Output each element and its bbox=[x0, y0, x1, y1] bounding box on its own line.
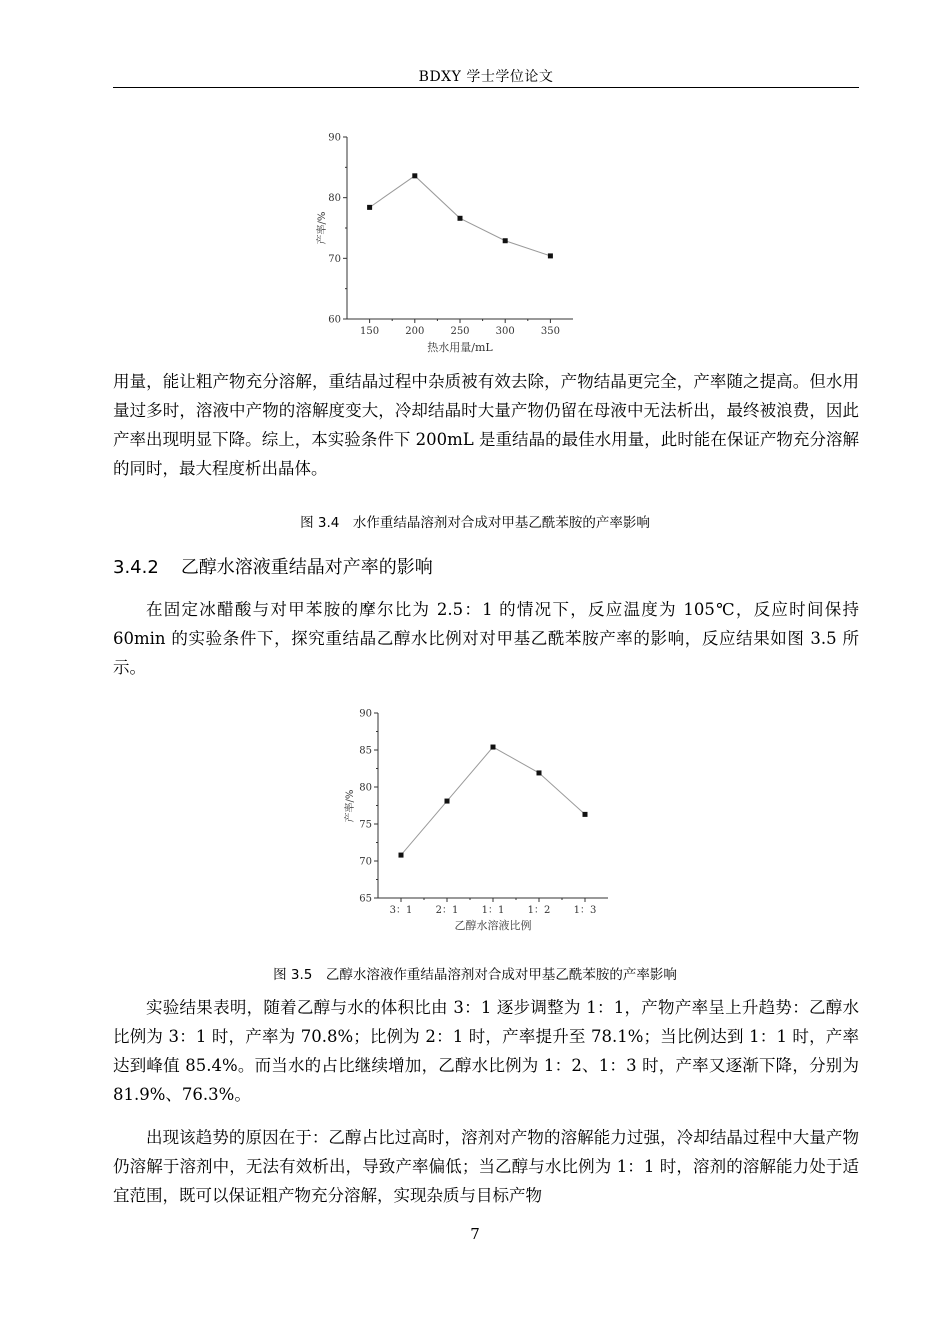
fig35-ytick-label: 85 bbox=[359, 745, 372, 757]
fig35-xlabel: 乙醇水溶液比例 bbox=[454, 919, 532, 932]
figure-3-4-chart bbox=[0, 0, 950, 360]
fig35-xtick-label: 1：2 bbox=[527, 905, 551, 916]
fig35-ytick-label: 90 bbox=[359, 708, 372, 720]
fig35-data-point bbox=[445, 799, 450, 804]
fig35-xtick-label: 1：1 bbox=[481, 905, 505, 916]
fig34-data-point bbox=[412, 173, 417, 178]
fig35-ylabel: 产率/% bbox=[345, 789, 356, 823]
fig35-series-line bbox=[401, 747, 585, 855]
fig34-ytick-label: 70 bbox=[328, 253, 341, 265]
paragraph-results: 实验结果表明，随着乙醇与水的体积比由 3：1 逐步调整为 1：1，产物产率呈上升趋势：乙醇水比例为 3：1 时，产率为 70.8%；比例为 2：1 时，产率提升至 78.1%；当比例达到 1：1 时，产率达到峰值 85.4%。而当水的占比继续增加，乙醇水比例为 1：2、1：3 时，产率又逐渐下降，分别为 81.9%、76.3%。 bbox=[113, 998, 859, 1104]
fig34-xlabel: 热水用量/mL bbox=[427, 341, 493, 354]
fig35-xtick-label: 2：1 bbox=[435, 905, 459, 916]
fig34-ytick-label: 60 bbox=[328, 314, 341, 326]
fig34-ylabel: 产率/% bbox=[317, 211, 328, 245]
fig35-data-point bbox=[537, 770, 542, 775]
running-header: BDXY 学士学位论文 bbox=[418, 69, 554, 85]
fig34-data-point bbox=[367, 205, 372, 210]
fig34-ytick-label: 90 bbox=[328, 132, 341, 144]
fig34-xtick-label: 150 bbox=[360, 326, 380, 337]
fig35-ytick-label: 65 bbox=[359, 893, 372, 905]
fig34-data-point bbox=[548, 253, 553, 258]
fig34-xtick-label: 250 bbox=[450, 326, 470, 337]
fig34-xtick-label: 300 bbox=[495, 326, 515, 337]
paragraph-ethanol-conditions: 在固定冰醋酸与对甲苯胺的摩尔比为 2.5：1 的情况下，反应温度为 105℃，反应时间保持 60min 的实验条件下，探究重结晶乙醇水比例对对甲基乙酰苯胺产率的影响，反应结果如图 3.5 所示。 bbox=[113, 600, 859, 677]
figure-3-4-caption: 图 3.4 水作重结晶溶剂对合成对甲基乙酰苯胺的产率影响 bbox=[300, 515, 650, 531]
fig34-xtick-label: 200 bbox=[405, 326, 425, 337]
paragraph-water-conclusion: 用量，能让粗产物充分溶解，重结晶过程中杂质被有效去除，产物结晶更完全，产率随之提高。但水用量过多时，溶液中产物的溶解度变大，冷却结晶时大量产物仍留在母液中无法析出，最终被浪费，因此产率出现明显下降。综上，本实验条件下 200mL 是重结晶的最佳水用量，此时能在保证产物充分溶解的同时，最大程度析出晶体。 bbox=[113, 372, 859, 478]
fig35-xtick-label: 1：3 bbox=[573, 905, 597, 916]
paragraph-explanation: 出现该趋势的原因在于：乙醇占比过高时，溶剂对产物的溶解能力过强，冷却结晶过程中大量产物仍溶解于溶剂中，无法有效析出，导致产率偏低；当乙醇与水比例为 1：1 时，溶剂的溶解能力处于适宜范围，既可以保证粗产物充分溶解，实现杂质与目标产物 bbox=[113, 1128, 859, 1205]
fig35-xtick-label: 3：1 bbox=[389, 905, 413, 916]
fig34-data-point bbox=[503, 238, 508, 243]
fig34-xtick-label: 350 bbox=[540, 326, 560, 337]
fig35-ytick-label: 70 bbox=[359, 856, 372, 868]
figure-3-5-caption: 图 3.5 乙醇水溶液作重结晶溶剂对合成对甲基乙酰苯胺的产率影响 bbox=[273, 967, 677, 983]
section-heading bbox=[113, 553, 433, 579]
fig34-data-point bbox=[458, 216, 463, 221]
fig34-ytick-label: 80 bbox=[328, 193, 341, 205]
fig35-data-point bbox=[583, 812, 588, 817]
section-title: 乙醇水溶液重结晶对产率的影响 bbox=[180, 557, 433, 578]
fig35-data-point bbox=[399, 853, 404, 858]
fig35-ytick-label: 75 bbox=[359, 819, 372, 831]
page-number: 7 bbox=[470, 1225, 480, 1243]
fig35-ytick-label: 80 bbox=[359, 782, 372, 794]
fig35-data-point bbox=[491, 745, 496, 750]
section-number: 3.4.2 bbox=[113, 557, 159, 578]
